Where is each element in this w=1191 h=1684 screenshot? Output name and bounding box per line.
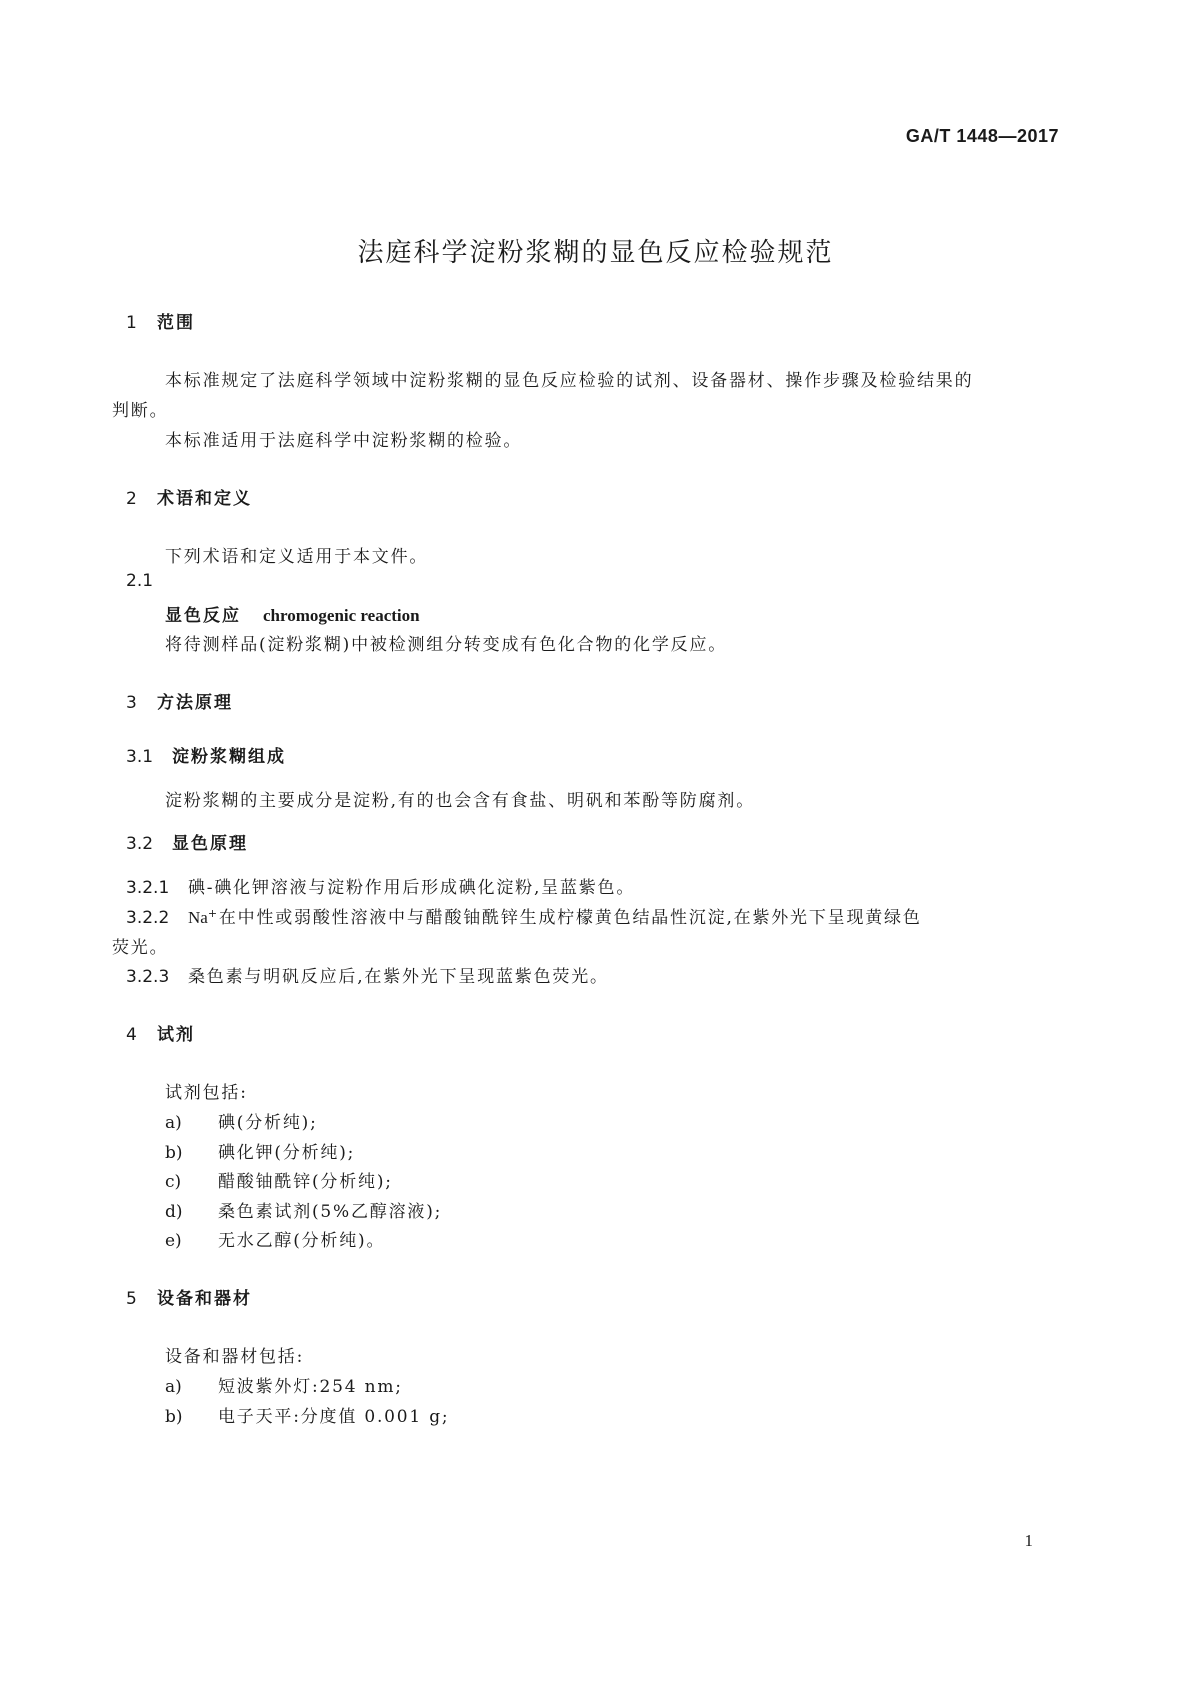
equipment-intro: 设备和器材包括: xyxy=(165,1347,305,1367)
section-label: 设备和器材 xyxy=(157,1289,252,1309)
list-item xyxy=(165,1226,385,1251)
section-label: 方法原理 xyxy=(157,693,233,713)
clause-number: 3.2.2 xyxy=(126,908,170,928)
page-number: 1 xyxy=(1024,1531,1033,1550)
clause-3-2-2-continuation: 荧光。 xyxy=(112,938,169,958)
term-chinese: 显色反应 xyxy=(165,606,241,626)
list-marker: b) xyxy=(165,1143,183,1163)
section-label: 试剂 xyxy=(157,1025,195,1045)
clause-3-2-1 xyxy=(126,873,635,898)
section-number: 3 xyxy=(126,693,137,713)
sodium-symbol: Na xyxy=(188,908,208,927)
term-definition: 将待测样品(淀粉浆糊)中被检测组分转变成有色化合物的化学反应。 xyxy=(165,635,728,655)
clause-3-2-3 xyxy=(126,962,609,987)
section-number: 1 xyxy=(126,313,137,333)
list-item xyxy=(165,1108,318,1133)
list-text: 短波紫外灯:254 nm; xyxy=(218,1377,403,1397)
term-entry xyxy=(165,601,420,626)
list-marker: e) xyxy=(165,1231,182,1251)
list-text: 醋酸铀酰锌(分析纯); xyxy=(218,1172,393,1192)
list-text: 电子天平:分度值 0.001 g; xyxy=(218,1407,450,1427)
list-item xyxy=(165,1167,393,1192)
list-text: 无水乙醇(分析纯)。 xyxy=(218,1231,386,1251)
section-number: 3.2 xyxy=(126,834,154,854)
section-label: 术语和定义 xyxy=(157,489,252,509)
list-marker: b) xyxy=(165,1407,183,1427)
scope-paragraph-line1: 本标准规定了法庭科学领域中淀粉浆糊的显色反应检验的试剂、设备器材、操作步骤及检验结果的 xyxy=(165,371,974,391)
list-text: 碘(分析纯); xyxy=(218,1113,318,1133)
section-4-heading xyxy=(126,1020,195,1045)
clause-text: 桑色素与明矾反应后,在紫外光下呈现蓝紫色荧光。 xyxy=(188,967,609,987)
section-5-heading xyxy=(126,1284,252,1309)
clause-text: 在中性或弱酸性溶液中与醋酸铀酰锌生成柠檬黄色结晶性沉淀,在紫外光下呈现黄绿色 xyxy=(218,908,922,928)
section-1-heading xyxy=(126,308,195,333)
list-marker: d) xyxy=(165,1202,183,1222)
term-english: chromogenic reaction xyxy=(263,606,420,625)
section-number: 2 xyxy=(126,489,137,509)
list-marker: a) xyxy=(165,1113,182,1133)
section-label: 范围 xyxy=(157,313,195,333)
list-item xyxy=(165,1402,449,1427)
section-number: 4 xyxy=(126,1025,137,1045)
section-2-heading xyxy=(126,484,252,509)
list-marker: a) xyxy=(165,1377,182,1397)
clause-3-2-2 xyxy=(126,903,922,928)
subsection-2-1-number: 2.1 xyxy=(126,571,154,591)
list-item xyxy=(165,1138,355,1163)
document-title: 法庭科学淀粉浆糊的显色反应检验规范 xyxy=(357,238,834,268)
scope-paragraph-line2: 判断。 xyxy=(112,401,169,421)
section-3-2-heading xyxy=(126,829,248,854)
clause-text: 碘-碘化钾溶液与淀粉作用后形成碘化淀粉,呈蓝紫色。 xyxy=(188,878,636,898)
section-number: 5 xyxy=(126,1289,137,1309)
list-item xyxy=(165,1197,442,1222)
scope-paragraph-2: 本标准适用于法庭科学中淀粉浆糊的检验。 xyxy=(165,431,523,451)
section-label: 淀粉浆糊组成 xyxy=(172,747,286,767)
section-3-1-heading xyxy=(126,742,286,767)
list-text: 桑色素试剂(5%乙醇溶液); xyxy=(218,1202,443,1222)
composition-paragraph: 淀粉浆糊的主要成分是淀粉,有的也会含有食盐、明矾和苯酚等防腐剂。 xyxy=(165,791,756,811)
section-label: 显色原理 xyxy=(172,834,248,854)
list-marker: c) xyxy=(165,1172,182,1192)
terms-intro: 下列术语和定义适用于本文件。 xyxy=(165,547,429,567)
clause-number: 3.2.1 xyxy=(126,878,170,898)
standard-number: GA/T 1448—2017 xyxy=(905,126,1059,146)
reagents-intro: 试剂包括: xyxy=(165,1083,248,1103)
list-item xyxy=(165,1372,403,1397)
section-3-heading xyxy=(126,688,233,713)
charge-superscript: + xyxy=(207,907,219,920)
clause-number: 3.2.3 xyxy=(126,967,170,987)
list-text: 碘化钾(分析纯); xyxy=(218,1143,356,1163)
section-number: 3.1 xyxy=(126,747,154,767)
